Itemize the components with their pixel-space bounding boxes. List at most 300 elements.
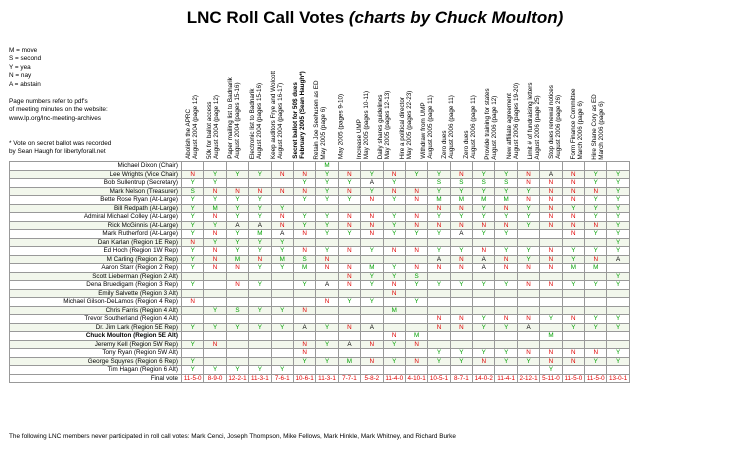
- final-vote-tally: 5-11-0: [540, 374, 562, 383]
- vote-cell: Y: [517, 213, 539, 222]
- vote-cell: N: [585, 221, 607, 230]
- vote-cell: [316, 289, 338, 298]
- column-header-label: Daily shares guidelines May 2005 (pages 12-13): [377, 90, 392, 159]
- final-vote-tally: 11-5-0: [562, 374, 584, 383]
- vote-cell: Y: [316, 179, 338, 188]
- vote-cell: N: [293, 247, 315, 256]
- vote-cell: [182, 315, 204, 324]
- vote-cell: N: [562, 221, 584, 230]
- vote-cell: [249, 332, 271, 341]
- vote-cell: N: [540, 213, 562, 222]
- vote-cell: [226, 340, 248, 349]
- member-name: Tim Hagan (Region 6 Alt): [10, 366, 182, 375]
- vote-cell: N: [226, 264, 248, 273]
- column-header-12: [438, 40, 459, 161]
- vote-cell: [182, 272, 204, 281]
- vote-cell: Y: [473, 349, 495, 358]
- vote-cell: Y: [204, 196, 226, 205]
- vote-cell: [338, 255, 360, 264]
- vote-cell: [405, 179, 427, 188]
- vote-cell: Y: [383, 230, 405, 239]
- vote-cell: Y: [338, 196, 360, 205]
- final-vote-tally: 14-0-2: [473, 374, 495, 383]
- vote-cell: [450, 366, 472, 375]
- vote-cell: Y: [450, 357, 472, 366]
- vote-cell: [316, 204, 338, 213]
- final-vote-tally: 7-7-1: [338, 374, 360, 383]
- vote-cell: [271, 281, 293, 290]
- vote-cell: S: [405, 272, 427, 281]
- vote-cell: Y: [316, 221, 338, 230]
- vote-cell: N: [293, 306, 315, 315]
- vote-cell: Y: [182, 213, 204, 222]
- vote-cell: M: [540, 332, 562, 341]
- vote-cell: [226, 332, 248, 341]
- vote-cell: N: [338, 221, 360, 230]
- vote-cell: [338, 204, 360, 213]
- vote-cell: N: [249, 187, 271, 196]
- vote-cell: [473, 366, 495, 375]
- vote-cell: [405, 289, 427, 298]
- vote-cell: N: [361, 357, 383, 366]
- vote-cell: N: [450, 221, 472, 230]
- final-vote-tally: 10-5-1: [428, 374, 450, 383]
- vote-cell: Y: [495, 281, 517, 290]
- vote-cell: [607, 332, 629, 341]
- vote-cell: Y: [249, 366, 271, 375]
- vote-cell: [607, 298, 629, 307]
- vote-cell: Y: [607, 213, 629, 222]
- vote-cell: M: [316, 162, 338, 171]
- vote-cell: N: [517, 264, 539, 273]
- vote-cell: N: [338, 213, 360, 222]
- vote-cell: Y: [428, 187, 450, 196]
- vote-cell: M: [450, 196, 472, 205]
- vote-cell: M: [383, 306, 405, 315]
- final-vote-tally: 11-3-1: [249, 374, 271, 383]
- vote-cell: N: [182, 170, 204, 179]
- table-row: [10, 264, 630, 273]
- vote-cell: N: [473, 247, 495, 256]
- vote-cell: Y: [226, 213, 248, 222]
- vote-cell: [316, 349, 338, 358]
- vote-cell: N: [383, 289, 405, 298]
- vote-cell: [495, 306, 517, 315]
- vote-cell: N: [428, 315, 450, 324]
- vote-cell: [271, 179, 293, 188]
- vote-cell: Y: [540, 315, 562, 324]
- vote-cell: Y: [517, 221, 539, 230]
- vote-cell: N: [182, 238, 204, 247]
- vote-cell: Y: [585, 247, 607, 256]
- column-header-label: Zero dues August 2006 (page 11): [462, 95, 477, 159]
- final-vote-label: Final vote: [10, 374, 182, 383]
- vote-cell: Y: [585, 170, 607, 179]
- vote-cell: [293, 315, 315, 324]
- vote-cell: N: [316, 255, 338, 264]
- vote-cell: [204, 315, 226, 324]
- secret-ballot-note: [9, 140, 179, 157]
- vote-cell: [271, 196, 293, 205]
- vote-cell: [473, 298, 495, 307]
- vote-cell: Y: [585, 281, 607, 290]
- vote-cell: Y: [540, 366, 562, 375]
- vote-cell: [361, 289, 383, 298]
- vote-cell: Y: [585, 315, 607, 324]
- vote-cell: [338, 162, 360, 171]
- vote-cell: [585, 340, 607, 349]
- vote-cell: Y: [562, 247, 584, 256]
- vote-cell: [316, 332, 338, 341]
- vote-cell: Y: [562, 281, 584, 290]
- vote-cell: N: [405, 196, 427, 205]
- vote-cell: A: [540, 170, 562, 179]
- note2-line-1: by Sean Haugh for libertyforall.net: [9, 148, 106, 156]
- vote-cell: [293, 272, 315, 281]
- vote-cell: Y: [226, 366, 248, 375]
- column-header-18: [566, 40, 587, 161]
- vote-cell: [316, 238, 338, 247]
- vote-cell: Y: [517, 204, 539, 213]
- table-row: [10, 272, 630, 281]
- vote-cell: [405, 255, 427, 264]
- vote-cell: N: [562, 196, 584, 205]
- vote-cell: [562, 340, 584, 349]
- vote-cell: [405, 306, 427, 315]
- member-name: Ed Hoch (Region 1W Rep): [10, 247, 182, 256]
- vote-cell: Y: [271, 238, 293, 247]
- vote-cell: N: [495, 264, 517, 273]
- table-row: [10, 332, 630, 341]
- vote-cell: [316, 272, 338, 281]
- vote-cell: Y: [316, 340, 338, 349]
- vote-cell: [585, 366, 607, 375]
- vote-cell: N: [585, 349, 607, 358]
- footer-note: The following LNC members never participated in roll call votes: Mark Cenci, Joseph Thompson, Mike Fellows, Mark Hinkle, Mark Whitney, and Richard Burke: [9, 433, 456, 440]
- vote-cell: Y: [428, 230, 450, 239]
- vote-cell: N: [517, 170, 539, 179]
- vote-cell: Y: [204, 179, 226, 188]
- vote-cell: [495, 162, 517, 171]
- vote-cell: A: [473, 264, 495, 273]
- vote-cell: N: [361, 340, 383, 349]
- table-row: [10, 357, 630, 366]
- vote-cell: [204, 289, 226, 298]
- vote-cell: [428, 289, 450, 298]
- vote-cell: Y: [405, 170, 427, 179]
- column-header-label: Withdraw from UMP August 2005 (page 11): [420, 95, 435, 159]
- vote-cell: Y: [316, 323, 338, 332]
- vote-cell: N: [405, 264, 427, 273]
- vote-cell: [428, 298, 450, 307]
- column-header-label: Provide training for states August 2006 (page 12): [484, 87, 499, 160]
- vote-cell: Y: [316, 357, 338, 366]
- vote-cell: [338, 315, 360, 324]
- vote-cell: [316, 315, 338, 324]
- vote-cell: [338, 349, 360, 358]
- vote-legend: [9, 47, 41, 89]
- vote-cell: N: [540, 247, 562, 256]
- member-name: Michael Dixon (Chair): [10, 162, 182, 171]
- vote-cell: N: [204, 264, 226, 273]
- column-header-16: [523, 40, 544, 161]
- vote-cell: [450, 298, 472, 307]
- member-name: Mark Rutherford (At-Large): [10, 230, 182, 239]
- vote-cell: N: [293, 340, 315, 349]
- vote-cell: [517, 289, 539, 298]
- table-row: [10, 162, 630, 171]
- vote-cell: Y: [585, 204, 607, 213]
- vote-cell: [338, 289, 360, 298]
- vote-cell: [226, 289, 248, 298]
- note-line-1: of meeting minutes on the website:: [9, 106, 108, 114]
- vote-cell: [271, 340, 293, 349]
- vote-cell: [204, 162, 226, 171]
- vote-cell: Y: [361, 298, 383, 307]
- vote-cell: Y: [473, 170, 495, 179]
- vote-cell: [271, 332, 293, 341]
- member-name: George Squyres (Region 6 Rep): [10, 357, 182, 366]
- vote-cell: Y: [405, 281, 427, 290]
- vote-cell: Y: [204, 170, 226, 179]
- member-name: Aaron Starr (Region 2 Rep): [10, 264, 182, 273]
- vote-cell: N: [540, 264, 562, 273]
- member-name: Admiral Michael Colley (At-Large): [10, 213, 182, 222]
- vote-cell: [226, 315, 248, 324]
- column-header-label: Increase UMP May 2005 (pages 10-11): [355, 90, 370, 160]
- column-header-label: Limit # of fundraising letters August 2006 (page 25): [527, 82, 542, 159]
- member-name: M Carling (Region 2 Rep): [10, 255, 182, 264]
- vote-cell: Y: [405, 230, 427, 239]
- vote-cell: Y: [585, 323, 607, 332]
- vote-cell: [607, 306, 629, 315]
- vote-cell: Y: [271, 204, 293, 213]
- vote-cell: [249, 349, 271, 358]
- vote-cell: S: [182, 187, 204, 196]
- vote-cell: N: [495, 255, 517, 264]
- table-row: [10, 204, 630, 213]
- vote-cell: [495, 366, 517, 375]
- vote-cell: N: [450, 204, 472, 213]
- vote-cell: [361, 349, 383, 358]
- vote-cell: Y: [473, 323, 495, 332]
- vote-cell: [182, 162, 204, 171]
- table-row: [10, 221, 630, 230]
- vote-cell: [182, 349, 204, 358]
- vote-cell: Y: [428, 357, 450, 366]
- member-name: Tony Ryan (Region 5W Alt): [10, 349, 182, 358]
- vote-cell: Y: [450, 213, 472, 222]
- vote-cell: Y: [182, 357, 204, 366]
- vote-cell: Y: [182, 281, 204, 290]
- column-header-1: [202, 40, 223, 161]
- vote-cell: [338, 238, 360, 247]
- vote-cell: [405, 315, 427, 324]
- final-vote-tally: 12-2-1: [226, 374, 248, 383]
- vote-cell: [383, 323, 405, 332]
- vote-cell: N: [405, 247, 427, 256]
- vote-cell: A: [271, 230, 293, 239]
- table-row: [10, 213, 630, 222]
- vote-cell: Y: [182, 255, 204, 264]
- vote-cell: Y: [585, 179, 607, 188]
- column-header-15: [502, 40, 523, 161]
- vote-cell: Y: [607, 272, 629, 281]
- vote-cell: Y: [361, 247, 383, 256]
- vote-cell: [316, 366, 338, 375]
- vote-cell: N: [249, 255, 271, 264]
- vote-cell: Y: [271, 323, 293, 332]
- vote-cell: Y: [316, 187, 338, 196]
- vote-cell: A: [249, 221, 271, 230]
- vote-cell: Y: [495, 247, 517, 256]
- vote-cell: N: [271, 213, 293, 222]
- vote-cell: [383, 238, 405, 247]
- final-vote-tally: 5-8-2: [361, 374, 383, 383]
- vote-cell: Y: [383, 272, 405, 281]
- vote-cell: Y: [182, 179, 204, 188]
- vote-cell: [428, 366, 450, 375]
- vote-cell: [428, 340, 450, 349]
- table-row: [10, 255, 630, 264]
- vote-cell: [562, 298, 584, 307]
- vote-cell: Y: [473, 187, 495, 196]
- vote-cell: Y: [361, 187, 383, 196]
- vote-cell: Y: [450, 349, 472, 358]
- vote-cell: [361, 238, 383, 247]
- vote-cell: N: [338, 272, 360, 281]
- vote-cell: [293, 289, 315, 298]
- vote-cell: N: [405, 187, 427, 196]
- vote-cell: [517, 306, 539, 315]
- vote-cell: Y: [562, 204, 584, 213]
- vote-cell: Y: [182, 340, 204, 349]
- vote-cell: [562, 366, 584, 375]
- vote-cell: [473, 162, 495, 171]
- vote-cell: A: [226, 221, 248, 230]
- vote-cell: A: [473, 255, 495, 264]
- vote-cell: N: [450, 315, 472, 324]
- vote-cell: Y: [271, 306, 293, 315]
- vote-cell: [204, 272, 226, 281]
- vote-cell: Y: [204, 323, 226, 332]
- vote-cell: [495, 272, 517, 281]
- final-vote-tally: 8-7-1: [450, 374, 472, 383]
- vote-cell: [540, 298, 562, 307]
- vote-cell: N: [428, 264, 450, 273]
- vote-cell: Y: [585, 196, 607, 205]
- vote-cell: [361, 366, 383, 375]
- vote-cell: Y: [607, 247, 629, 256]
- vote-cell: N: [517, 196, 539, 205]
- vote-cell: N: [585, 187, 607, 196]
- vote-cell: N: [562, 357, 584, 366]
- vote-cell: [495, 238, 517, 247]
- vote-cell: Y: [517, 255, 539, 264]
- vote-cell: Y: [226, 204, 248, 213]
- vote-cell: Y: [226, 196, 248, 205]
- vote-cell: [585, 238, 607, 247]
- vote-cell: [383, 255, 405, 264]
- vote-cell: Y: [293, 213, 315, 222]
- vote-cell: N: [383, 281, 405, 290]
- vote-cell: N: [338, 323, 360, 332]
- vote-cell: Y: [405, 298, 427, 307]
- vote-cell: Y: [607, 221, 629, 230]
- vote-cell: Y: [517, 247, 539, 256]
- vote-cell: [249, 162, 271, 171]
- column-header-label: Zero dues August 2006 (page 11): [441, 95, 456, 159]
- member-name: Dr. Jim Lark (Region 5E Rep): [10, 323, 182, 332]
- vote-cell: Y: [383, 179, 405, 188]
- vote-cell: [517, 332, 539, 341]
- column-header-5: [288, 40, 309, 161]
- vote-cell: [338, 332, 360, 341]
- vote-cell: [517, 340, 539, 349]
- legend-line-0: M = move: [9, 47, 38, 54]
- vote-cell: [383, 349, 405, 358]
- vote-cell: Y: [473, 204, 495, 213]
- vote-cell: [450, 238, 472, 247]
- vote-cell: [585, 306, 607, 315]
- vote-cell: Y: [182, 196, 204, 205]
- vote-cell: Y: [182, 264, 204, 273]
- vote-cell: N: [405, 221, 427, 230]
- vote-cell: [562, 332, 584, 341]
- vote-cell: [383, 315, 405, 324]
- vote-cell: [585, 332, 607, 341]
- vote-cell: [540, 230, 562, 239]
- column-header-label: Stop dues renewal notices August 2006 (page 26): [548, 85, 563, 159]
- vote-cell: Y: [182, 204, 204, 213]
- vote-cell: [585, 162, 607, 171]
- legend-line-4: A = abstain: [9, 80, 41, 88]
- vote-cell: Y: [428, 349, 450, 358]
- vote-cell: [271, 298, 293, 307]
- final-vote-tally: 4-10-1: [405, 374, 427, 383]
- vote-cell: [428, 332, 450, 341]
- vote-cell: A: [361, 179, 383, 188]
- vote-cell: N: [338, 170, 360, 179]
- vote-cell: Y: [585, 357, 607, 366]
- vote-cell: Y: [495, 170, 517, 179]
- vote-cell: S: [428, 179, 450, 188]
- vote-cell: A: [517, 323, 539, 332]
- vote-cell: N: [338, 247, 360, 256]
- vote-cell: N: [540, 349, 562, 358]
- vote-cell: [540, 323, 562, 332]
- vote-cell: Y: [607, 281, 629, 290]
- vote-cell: [473, 289, 495, 298]
- vote-cell: Y: [249, 196, 271, 205]
- vote-cell: N: [517, 281, 539, 290]
- vote-cell: Y: [204, 238, 226, 247]
- vote-cell: [293, 366, 315, 375]
- vote-cell: [428, 162, 450, 171]
- final-vote-tally: 11-5-0: [585, 374, 607, 383]
- final-vote-tally: 11-5-0: [182, 374, 204, 383]
- vote-cell: N: [428, 323, 450, 332]
- vote-cell: [338, 306, 360, 315]
- vote-cell: A: [316, 281, 338, 290]
- vote-cell: Y: [361, 170, 383, 179]
- column-header-0: [181, 40, 202, 161]
- column-header-4: [267, 40, 288, 161]
- column-header-label: Hire Shane Cory as ED March 2006 (page 6): [591, 93, 606, 160]
- vote-cell: S: [450, 179, 472, 188]
- vote-cell: [361, 204, 383, 213]
- vote-cell: Y: [316, 230, 338, 239]
